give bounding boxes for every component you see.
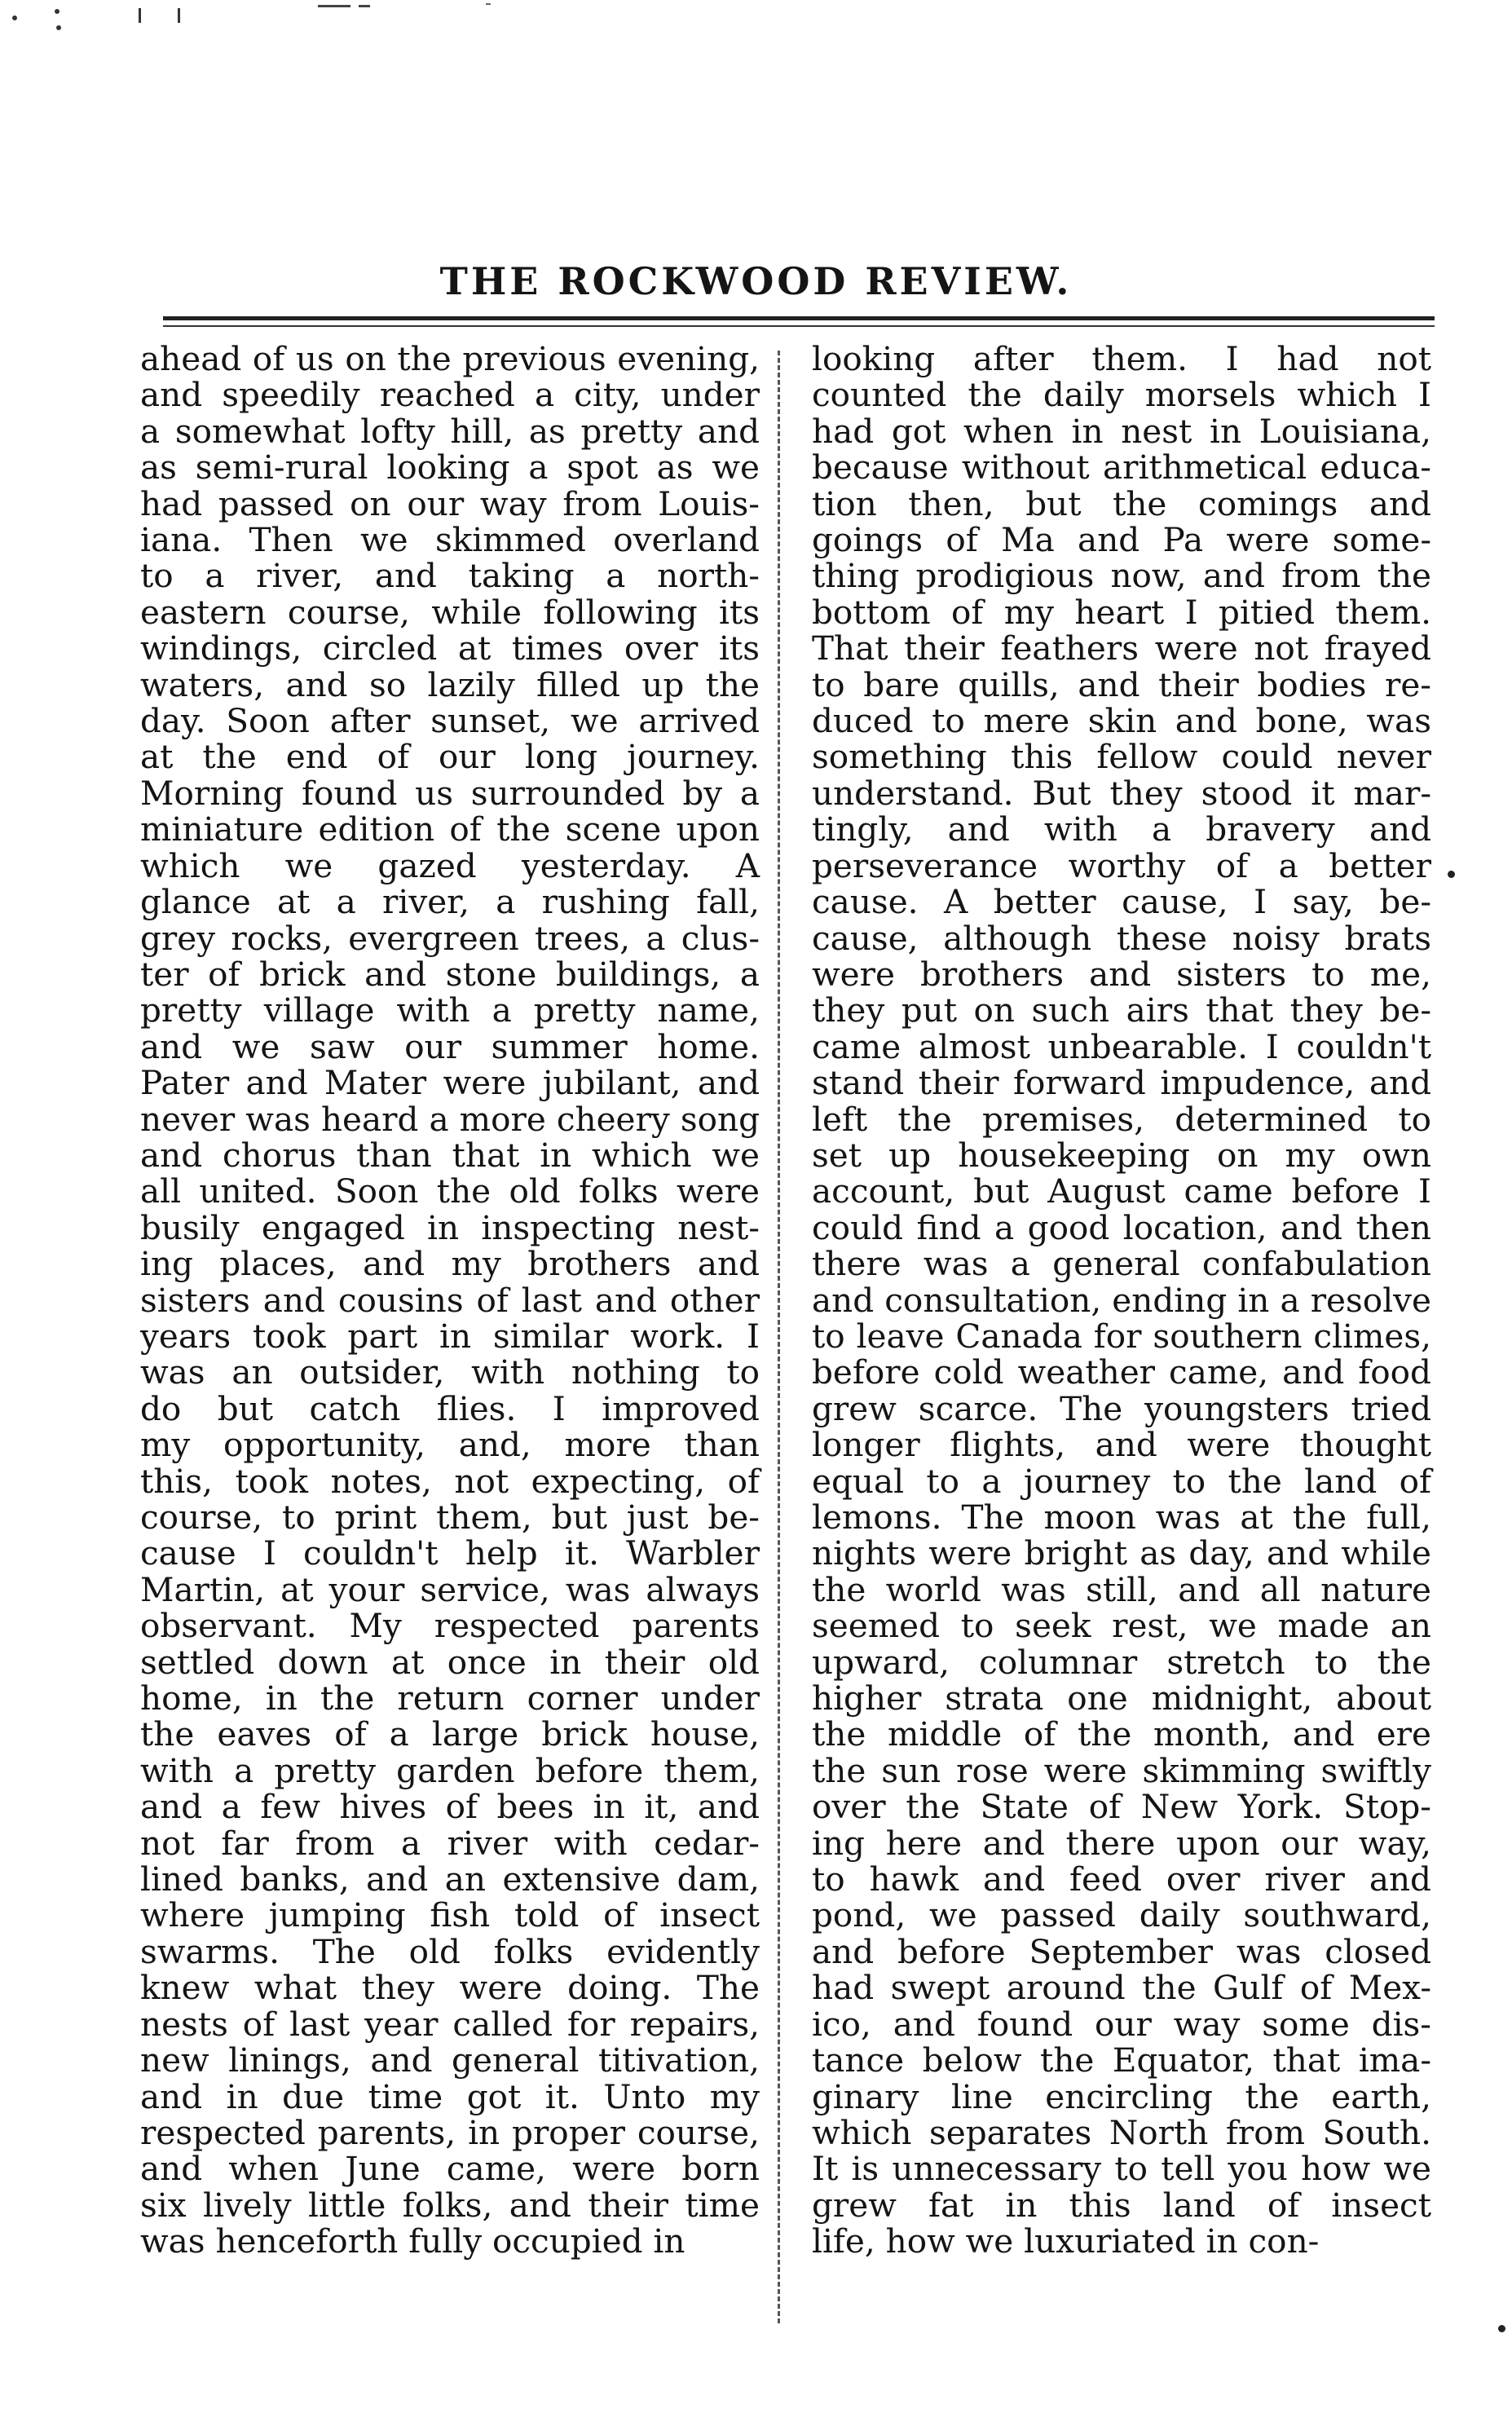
text-line: upward, columnar stretch to the <box>812 1642 1431 1682</box>
text-line: ing here and there upon our way, <box>812 1823 1431 1863</box>
text-line: course, to print them, but just be- <box>140 1498 760 1537</box>
text-line: ginary line encircling the earth, <box>812 2076 1431 2116</box>
text-line: this, took notes, not expecting, of <box>140 1461 760 1501</box>
text-line: were brothers and sisters to me, <box>812 954 1431 994</box>
text-line: and consultation, ending in a resolve <box>812 1280 1431 1320</box>
text-line: thing prodigious now, and from the <box>812 556 1431 596</box>
top-edge-specks <box>0 0 1512 65</box>
text-line: the middle of the month, and ere <box>812 1714 1431 1754</box>
text-line: and when June came, were born <box>140 2149 760 2189</box>
text-line: That their feathers were not frayed <box>812 629 1431 668</box>
text-line: glance at a river, a rushing fall, <box>140 882 760 922</box>
text-line: Martin, at your service, was always <box>140 1569 760 1609</box>
text-line: and before September was closed <box>812 1931 1431 1971</box>
text-line: understand. But they stood it mar- <box>812 773 1431 813</box>
text-line: they put on such airs that they be- <box>812 990 1431 1030</box>
text-line: grew scarce. The youngsters tried <box>812 1388 1431 1428</box>
text-line: It is unnecessary to tell you how we <box>812 2149 1431 2189</box>
text-line: not far from a river with cedar- <box>140 1823 760 1863</box>
text-line: seemed to seek rest, we made an <box>812 1606 1431 1646</box>
text-line: my opportunity, and, more than <box>140 1425 760 1465</box>
text-line: sisters and cousins of last and other <box>140 1280 760 1320</box>
text-line: there was a general confabulation <box>812 1244 1431 1284</box>
text-line: set up housekeeping on my own <box>812 1135 1431 1175</box>
text-line: duced to mere skin and bone, was <box>812 701 1431 741</box>
text-line: six lively little folks, and their time <box>140 2185 760 2225</box>
text-line: nights were bright as day, and while <box>812 1533 1431 1573</box>
text-line: with a pretty garden before them, <box>140 1750 760 1790</box>
text-line: home, in the return corner under <box>140 1679 760 1718</box>
margin-dot <box>1498 2325 1505 2332</box>
text-line: at the end of our long journey. <box>140 737 760 777</box>
text-line: ahead of us on the previous evening, <box>140 339 760 378</box>
text-line: perseverance worthy of a better <box>812 845 1431 885</box>
text-line: swarms. The old folks evidently <box>140 1931 760 1971</box>
text-line: higher strata one midnight, about <box>812 1679 1431 1718</box>
text-line: to leave Canada for southern climes, <box>812 1316 1431 1356</box>
text-line: the sun rose were skimming swiftly <box>812 1750 1431 1790</box>
text-line: because without arithmetical educa- <box>812 448 1431 487</box>
text-line: tion then, but the comings and <box>812 483 1431 523</box>
page-header <box>0 259 1512 303</box>
text-line: cause I couldn't help it. Warbler <box>140 1533 760 1573</box>
text-line: and we saw our summer home. <box>140 1026 760 1066</box>
text-line: ico, and found our way some dis- <box>812 2004 1431 2044</box>
text-line: busily engaged in inspecting nest- <box>140 1207 760 1247</box>
text-line: which separates North from South. <box>812 2112 1431 2152</box>
text-line: lemons. The moon was at the full, <box>812 1498 1431 1537</box>
text-line: and speedily reached a city, under <box>140 375 760 415</box>
text-line: pretty village with a pretty name, <box>140 990 760 1030</box>
text-line: looking after them. I had not <box>812 339 1431 378</box>
header-rule-thick <box>163 316 1435 320</box>
text-line: had passed on our way from Louis- <box>140 483 760 523</box>
text-line: eastern course, while following its <box>140 592 760 632</box>
text-line: windings, circled at times over its <box>140 629 760 668</box>
text-line: grey rocks, evergreen trees, a clus- <box>140 918 760 958</box>
text-line: life, how we luxuriated in con- <box>812 2221 1320 2261</box>
text-line: to a river, and taking a north- <box>140 556 760 596</box>
text-line: as semi-rural looking a spot as we <box>140 448 760 487</box>
running-title: THE ROCKWOOD REVIEW. <box>439 259 1073 303</box>
text-line: and in due time got it. Unto my <box>140 2076 760 2116</box>
header-rule-thin <box>163 325 1435 327</box>
text-line: tance below the Equator, that ima- <box>812 2040 1431 2080</box>
text-line: account, but August came before I <box>812 1171 1431 1211</box>
text-line: had got when in nest in Louisiana, <box>812 411 1431 451</box>
column-divider <box>778 351 780 2323</box>
text-line: cause, although these noisy brats <box>812 918 1431 958</box>
text-line: goings of Ma and Pa were some- <box>812 520 1431 560</box>
text-line: lined banks, and an extensive dam, <box>140 1860 760 1899</box>
text-line: years took part in similar work. I <box>140 1316 760 1356</box>
text-line: new linings, and general titivation, <box>140 2040 760 2080</box>
text-line: could find a good location, and then <box>812 1207 1431 1247</box>
text-line: observant. My respected parents <box>140 1606 760 1646</box>
text-line: the eaves of a large brick house, <box>140 1714 760 1754</box>
text-line: was an outsider, with nothing to <box>140 1352 760 1392</box>
text-line: ter of brick and stone buildings, a <box>140 954 760 994</box>
text-line: respected parents, in proper course, <box>140 2112 760 2152</box>
text-line: never was heard a more cheery song <box>140 1099 760 1139</box>
text-line: and chorus than that in which we <box>140 1135 760 1175</box>
text-line: to hawk and feed over river and <box>812 1860 1431 1899</box>
text-line: which we gazed yesterday. A <box>140 845 760 885</box>
text-line: Pater and Mater were jubilant, and <box>140 1063 760 1103</box>
text-line: cause. A better cause, I say, be- <box>812 882 1431 922</box>
text-line: ing places, and my brothers and <box>140 1244 760 1284</box>
text-line: Morning found us surrounded by a <box>140 773 760 813</box>
text-line: left the premises, determined to <box>812 1099 1431 1139</box>
text-line: nests of last year called for repairs, <box>140 2004 760 2044</box>
text-line: came almost unbearable. I couldn't <box>812 1026 1431 1066</box>
text-line: to bare quills, and their bodies re- <box>812 664 1431 704</box>
text-line: waters, and so lazily filled up the <box>140 664 760 704</box>
text-line: counted the daily morsels which I <box>812 375 1431 415</box>
text-line: all united. Soon the old folks were <box>140 1171 760 1211</box>
text-line: pond, we passed daily southward, <box>812 1895 1431 1935</box>
left-text-column <box>140 341 760 2260</box>
text-line: equal to a journey to the land of <box>812 1461 1431 1501</box>
text-line: a somewhat lofty hill, as pretty and <box>140 411 760 451</box>
text-line: bottom of my heart I pitied them. <box>812 592 1431 632</box>
text-line: stand their forward impudence, and <box>812 1063 1431 1103</box>
text-line: had swept around the Gulf of Mex- <box>812 1968 1431 2008</box>
text-line: iana. Then we skimmed overland <box>140 520 760 560</box>
margin-dot <box>1448 871 1455 878</box>
text-line: and a few hives of bees in it, and <box>140 1787 760 1827</box>
text-line: over the State of New York. Stop- <box>812 1787 1431 1827</box>
text-line: was henceforth fully occupied in <box>140 2221 685 2261</box>
text-line: miniature edition of the scene upon <box>140 810 760 849</box>
text-line: the world was still, and all nature <box>812 1569 1431 1609</box>
text-line: knew what they were doing. The <box>140 1968 760 2008</box>
text-line: grew fat in this land of insect <box>812 2185 1431 2225</box>
text-line: settled down at once in their old <box>140 1642 760 1682</box>
text-line: tingly, and with a bravery and <box>812 810 1431 849</box>
text-line: something this fellow could never <box>812 737 1431 777</box>
text-line: day. Soon after sunset, we arrived <box>140 701 760 741</box>
text-line: longer flights, and were thought <box>812 1425 1431 1465</box>
text-line: do but catch flies. I improved <box>140 1388 760 1428</box>
text-line: before cold weather came, and food <box>812 1352 1431 1392</box>
right-text-column <box>812 341 1431 2260</box>
text-line: where jumping fish told of insect <box>140 1895 760 1935</box>
